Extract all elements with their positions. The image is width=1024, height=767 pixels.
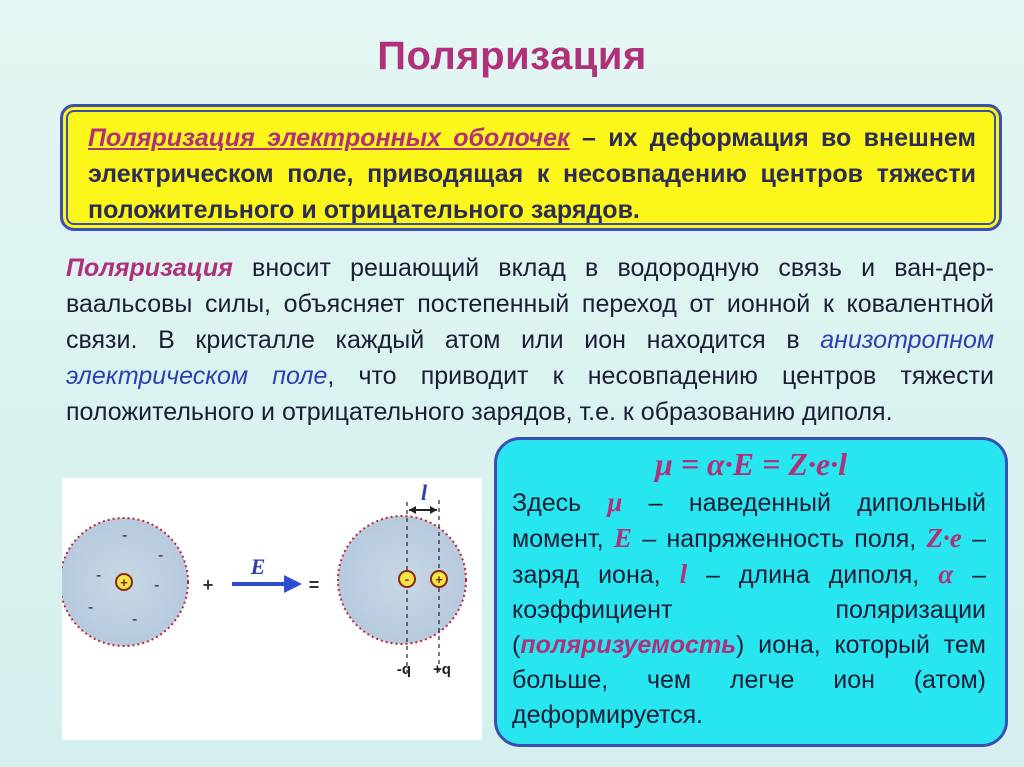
definition-text xyxy=(88,120,976,228)
length-arrow-right xyxy=(430,506,437,514)
symbol-l: l xyxy=(679,559,688,589)
definition-term: Поляризация электронных оболочек xyxy=(88,124,570,152)
explain-text-4: – заряд иона, xyxy=(512,525,986,589)
dipole-diagram-panel xyxy=(62,478,482,740)
nucleus-left-sign: + xyxy=(120,575,128,590)
explain-text-5: – длина диполя, xyxy=(687,561,939,589)
dipole-formula: μ = α·E = Z·e·l xyxy=(655,446,847,482)
electron-sign-5: - xyxy=(88,599,94,616)
slide-title: Поляризация xyxy=(377,34,647,78)
explain-text-2: – наведенный дипольный момент, xyxy=(512,489,987,553)
negative-charge-sign: - xyxy=(404,571,410,587)
paragraph-field: анизотропном электрическом поле xyxy=(66,326,994,390)
symbol-mu: μ xyxy=(607,487,623,517)
electron-sign-6: - xyxy=(132,611,138,628)
paragraph-term: Поляризация xyxy=(66,254,233,282)
negative-charge-label: -q xyxy=(396,661,412,678)
symbol-alpha: α xyxy=(938,559,954,589)
field-label: E xyxy=(250,554,266,579)
explain-text-7: ) иона, который тем больше, чем легче ион (атом) деформируется. xyxy=(512,631,986,729)
plus-sign: + xyxy=(202,575,214,595)
length-label: l xyxy=(420,480,428,505)
equals-sign: = xyxy=(308,575,320,595)
formula-explanation xyxy=(512,485,986,733)
symbol-ze: Z·e xyxy=(926,523,962,553)
field-arrow-head xyxy=(284,575,302,593)
main-paragraph xyxy=(66,250,994,430)
electron-sign-2: - xyxy=(158,547,164,564)
explain-text-3: – напряженность поля, xyxy=(631,525,927,553)
length-arrow-left xyxy=(409,506,416,514)
paragraph-text-2: , что приводит к несовпадению центров тяжести положительного и отрицательного зарядов, т.е. к образованию диполя. xyxy=(66,362,995,426)
electron-sign-3: - xyxy=(96,567,102,584)
paragraph-text-1: вносит решающий вклад в водородную связь и ван-дер-ваальсовы силы, объясняет постепенный переход от ионной к ковалентной связи. В кристалле каждый атом или ион находится в xyxy=(66,254,994,354)
symbol-e-field: E xyxy=(613,523,632,553)
definition-body: – их деформация во внешнем электрическом поле, приводящая к несовпадению центров тяжести положительного и отрицательного зарядов. xyxy=(88,124,976,224)
polarizability-term: поляризуемость xyxy=(520,631,737,659)
explain-text-1: Здесь xyxy=(512,489,608,517)
electron-sign-4: - xyxy=(154,577,160,594)
positive-charge-sign: + xyxy=(435,572,443,587)
positive-charge-label: +q xyxy=(433,661,451,678)
dipole-diagram xyxy=(62,478,482,740)
electron-sign-1: - xyxy=(122,527,128,544)
explain-text-6: – коэффициент поляризации ( xyxy=(512,561,986,659)
